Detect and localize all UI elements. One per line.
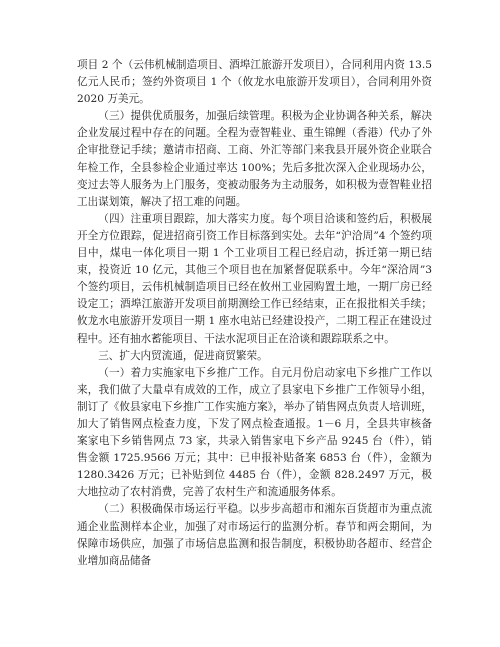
paragraph-appliances-to-countryside: （一）着力实施家电下乡推广工作。自元月份启动家电下乡推广工作以来，我们做了大量卓有成效的工作，成立了县家电下乡推广工作领导小组，制订了《攸县家电下乡推广工作实施方案》，举办了销售网点负责人培训班，加大了销售网点检查力度，下发了网点检查通报。1－6 月，全县共审核备案家电下乡销售网点 73 家，共录入销售家电下乡产品 9245 台（件），销售金额 1725.9566 万元；其中：已申报补贴备案 6853 台（件），金额为 1280.3426 万元；已补贴到位 4485 台（件），金额 828.2497 万元，极大地拉动了农村消费，完善了农村生产和流通服务体系。: [77, 366, 432, 499]
paragraph-quality-service: （三）提供优质服务，加强后续管理。积极为企业协调各种关系，解决企业发展过程中存在的问题。全程为壹智鞋业、重生锦鲤（香港）代办了外企审批登记手续；邀请市招商、工商、外汇等部门来我县开展外资企业联合年检工作，全县参检企业通过率达 100%；先后多批次深入企业现场办公，变过去等人服务为上门服务，变被动服务为主动服务，如积极为壹智鞋业招工出谋划策，解决了招工难的问题。: [77, 110, 432, 208]
paragraph-foreign-investment-summary: 项目 2 个（云伟机械制造项目、酒埠江旅游开发项目），合同利用内资 13.5 亿元人民币；签约外资项目 1 个（攸龙水电旅游开发项目），合同利用外资 2020 万美元。: [77, 59, 432, 106]
document-body: [77, 57, 432, 570]
paragraph-market-stability: （二）积极确保市场运行平稳。以步步高超市和湘东百货超市为重点流通企业监测样本企业，加强了对市场运行的监测分析。春节和两会期间，为保障市场供应，加强了市场信息监测和报告制度，积极协助各超市、经营企业增加商品储备: [77, 503, 432, 567]
section-heading-domestic-trade: 三、扩大内贸流通，促进商贸繁荣。: [98, 349, 268, 362]
paragraph-project-tracking: （四）注重项目跟踪，加大落实力度。每个项目洽谈和签约后，积极展开全方位跟踪，促进招商引资工作目标落到实处。去年“沪洽周”4 个签约项目中，煤电一体化项目一期 1 个工业项目工程已经启动，拆迁第一期已结束，投资近 10 亿元，其他三个项目也在加紧督促联系中。今年“深洽周”3 个签约项目，云伟机械制造项目已经在攸州工业园购置土地，一期厂房已经设定工；酒埠江旅游开发项目前期测绘工作已经结束，正在报批相关手续；攸龙水电旅游开发项目一期 1 座水电站已经建设投产，二期工程正在建设过程中。还有抽水蓄能项目、干法水泥项目正在洽谈和跟踪联系之中。: [77, 212, 432, 345]
